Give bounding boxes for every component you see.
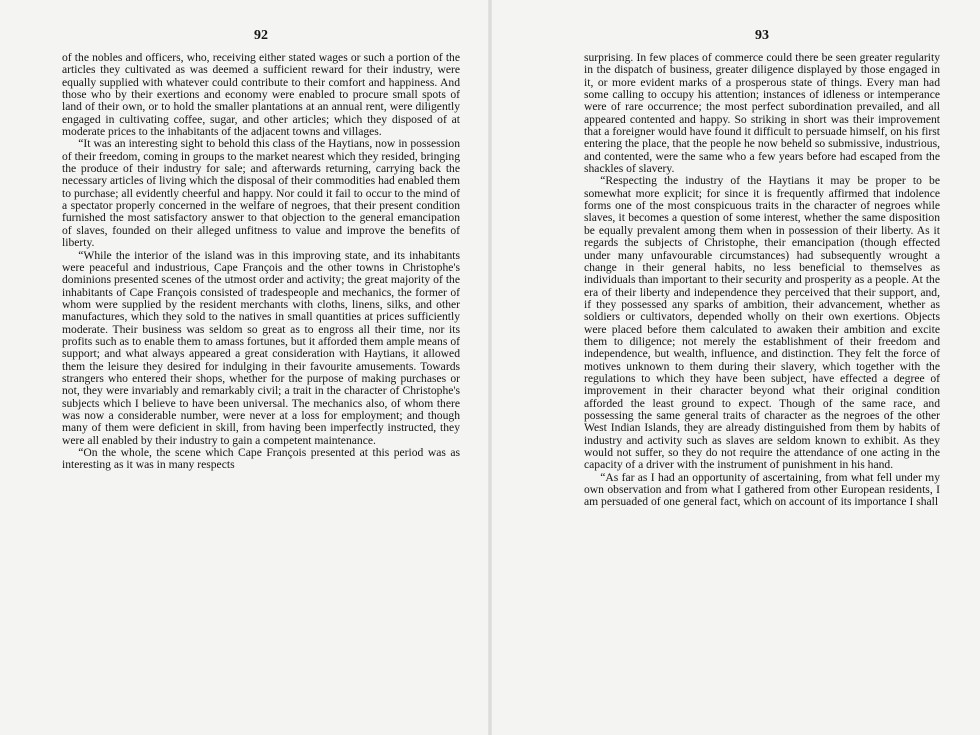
paragraph: “While the interior of the island was in this improving state, and its inhabitants were peaceful and industrious, Cape François and the other towns in Christophe's dominions presented scenes of the utmost order and activity; the great majority of the inhabitants of Cape François consisted of tradespeople and mechanics, the former of whom were supplied by the resident merchants with cloths, linens, silks, and other manufactures, which they sold to the natives in small quantities at prices sufficiently moderate. Their business was seldom so great as to engross all their time, nor its profits such as to enable them to amass fortunes, but it afforded them ample means of support; and what always appeared a great consideration with Haytians, it allowed them the leisure they desired for indulging in their favourite amusements. Towards strangers who entered their shops, whether for the purpose of making purchases or not, they were invariably and remarkably civil; a trait in the character of Christophe's subjects which I believe to have been universal. The mechanics also, of whom there was now a considerable number, were never at a loss for employment; and though many of them were deficient in skill, from having been imperfectly instructed, they were all enabled by their industry to gain a competent maintenance. xyxy=(62,248,460,447)
page-number: 92 xyxy=(254,28,268,43)
paragraph: surprising. In few places of commerce could there be seen greater regularity in the dispatch of business, greater diligence displayed by those engaged in it, or more evident marks of a prosperous state of things. Every man had some calling to occupy his attention; instances of idleness or intemperance were of rare occurrence; the most perfect subordination prevailed, and all appeared contented and happy. So striking in short was their improvement that a foreigner would have found it difficult to persuade himself, on his first entering the place, that the people he now beheld so submissive, industrious, and contented, were the same who a few years before had escaped from the shackles of slavery. xyxy=(584,51,940,176)
paragraph: “As far as I had an opportunity of ascertaining, from what fell under my own observation and from what I gathered from other European residents, I am persuaded of one general fact, which on account of its importance I shall xyxy=(584,470,940,509)
paragraph: “It was an interesting sight to behold this class of the Haytians, now in possession of their freedom, coming in groups to the market nearest which they resided, bringing the produce of their industry for sale; and afterwards returning, carrying back the necessary articles of living which the disposal of their commodities had enabled them to purchase; all evidently cheerful and happy. Nor could it fail to occur to the mind of a spectator properly concerned in the welfare of negroes, that their present condition furnished the most satisfactory answer to that objection to the general emancipation of slaves, founded on their alleged unfitness to value and improve the benefits of liberty. xyxy=(62,137,460,250)
paragraph: of the nobles and officers, who, receiving either stated wages or such a portion of the articles they cultivated as was deemed a sufficient reward for their industry, were equally supplied with whatever could contribute to their comfort and happiness. And those who by their exertions and economy were enabled to procure small spots of land of their own, or to hold the smaller plantations at an annual rent, were diligently engaged in cultivating coffee, sugar, and other articles; which they disposed of at moderate prices to the inhabitants of the adjacent towns and villages. xyxy=(62,51,460,139)
page-body xyxy=(62,52,460,472)
paragraph: “Respecting the industry of the Haytians it may be proper to be somewhat more explicit; for since it is frequently affirmed that indolence forms one of the most conspicuous traits in the character of negroes while slaves, it becomes a question of some interest, whether the same disposition be equally prevalent among them when in possession of their liberty. As it regards the subjects of Christophe, their emancipation (though effected under many unfavourable circumstances) had subsequently wrought a change in their general habits, no less beneficial to themselves as individuals than important to their security and prosperity as a people. At the era of their liberty and independence they perceived that their support, and, if they possessed any sparks of ambition, their advancement, whether as soldiers or cultivators, depended wholly on their own exertions. Objects were placed before them calculated to awaken their ambition and excite them to diligence; not merely the establishment of their freedom and independence, but wealth, influence, and distinction. They felt the force of motives unknown to them during their slavery, which together with the regulations to which they have been subject, have effected a degree of improvement in their character beyond what their original condition afforded the least ground to expect. Though of the same race, and possessing the same general traits of character as the negroes of the other West Indian Islands, they are already distinguished from them by habits of industry and activity such as slaves are seldom known to exhibit. As they would not suffer, so they do not require the attendance of one acting in the capacity of a driver with the instrument of punishment in his hand. xyxy=(584,174,940,472)
page-number: 93 xyxy=(755,28,769,43)
right-page xyxy=(492,0,980,735)
page-body xyxy=(584,52,940,509)
left-page xyxy=(0,0,488,735)
paragraph: “On the whole, the scene which Cape François presented at this period was as interesting as it was in many respects xyxy=(62,446,460,472)
